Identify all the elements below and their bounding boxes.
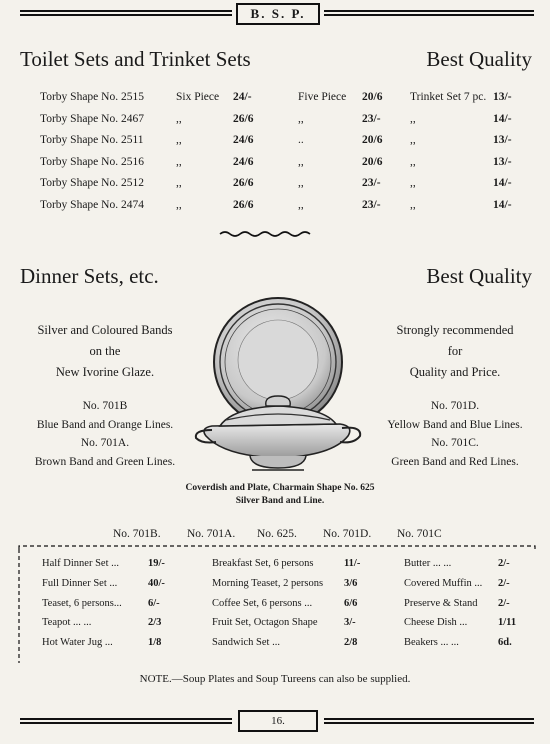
toilet-five: 20/6 [362, 91, 383, 103]
price-item-name: Full Dinner Set ... [42, 577, 118, 589]
price-item-name: Coffee Set, 6 persons ... [212, 597, 313, 609]
toilet-shape: Torby Shape No. 2474 [40, 198, 144, 211]
pattern-number: No. 701A. [187, 528, 236, 540]
price-item-name: Covered Muffin ... [404, 577, 483, 589]
toilet-five: 20/6 [362, 155, 383, 168]
pattern-number: No. 625. [257, 528, 297, 540]
toilet-five-label: ,, [298, 155, 304, 168]
toilet-five-label: ,, [298, 112, 304, 125]
toilet-six: 26/6 [233, 177, 254, 189]
pattern-number: No. 701C [397, 528, 442, 540]
dinner-quality: Best Quality [426, 264, 532, 288]
price-item-name: Breakfast Set, 6 persons [212, 558, 314, 569]
price-item-price: 2/3 [148, 617, 162, 629]
price-item-price: 11/- [344, 558, 361, 569]
desc-line: New Ivorine Glaze. [55, 365, 155, 379]
toilet-five: 23/- [362, 198, 381, 211]
price-item-name: Hot Water Jug ... [42, 637, 113, 649]
toilet-six: 24/- [233, 91, 252, 103]
dinner-right-patterns [368, 397, 542, 471]
toilet-six: 26/6 [233, 112, 254, 125]
toilet-trinket-label: ,, [410, 198, 416, 211]
toilet-quality: Best Quality [426, 47, 532, 71]
toilet-trinket-label: ,, [410, 134, 416, 146]
desc-line: for [447, 344, 463, 358]
price-item-name: Morning Teaset, 2 persons [212, 577, 324, 589]
price-item-price: 2/- [498, 597, 510, 609]
toilet-six-label: ,, [176, 198, 182, 211]
toilet-trinket: 14/- [493, 112, 512, 125]
price-item-price: 2/- [498, 558, 510, 569]
toilet-six: 26/6 [233, 198, 254, 211]
pattern-line: No. 701B [82, 400, 128, 412]
pattern-line: No. 701D. [430, 400, 480, 412]
dinner-left-patterns [10, 397, 200, 471]
toilet-title: Toilet Sets and Trinket Sets [20, 47, 251, 71]
wavy-divider [218, 229, 318, 239]
price-item-name: Cheese Dish ... [404, 617, 468, 629]
toilet-shape: Torby Shape No. 2512 [40, 177, 144, 189]
toilet-shape: Torby Shape No. 2467 [40, 112, 144, 125]
caption-line: Silver Band and Line. [235, 495, 325, 506]
desc-line: Strongly recommended [396, 323, 514, 337]
price-item-name: Teaset, 6 persons... [42, 597, 122, 609]
toilet-trinket: 13/- [493, 155, 512, 168]
price-item-name: Fruit Set, Octagon Shape [212, 617, 318, 629]
price-item-name: Sandwich Set ... [212, 637, 280, 649]
toilet-six: 24/6 [233, 134, 254, 146]
toilet-trinket-label: ,, [410, 155, 416, 168]
pattern-number: No. 701D. [323, 528, 372, 540]
toilet-trinket: 13/- [493, 134, 512, 146]
pattern-line: Blue Band and Orange Lines. [36, 418, 174, 431]
footer-rule-left [20, 718, 232, 724]
price-item-name: Preserve & Stand [404, 597, 478, 609]
price-item-name: Half Dinner Set ... [42, 558, 119, 569]
header-rule-right [324, 10, 534, 16]
illustration-caption [160, 482, 400, 507]
toilet-five-label: .. [298, 134, 304, 146]
pattern-line: Brown Band and Green Lines. [34, 455, 176, 468]
toilet-five-label: Five Piece [298, 91, 347, 103]
header-badge: B. S. P. [236, 3, 320, 25]
dinner-right-desc [368, 320, 542, 383]
pattern-line: No. 701C. [431, 437, 479, 449]
toilet-five-label: ,, [298, 198, 304, 211]
price-item-name: Butter ... ... [404, 558, 452, 569]
price-item-name: Beakers ... ... [404, 637, 459, 649]
dinner-left-desc [10, 320, 200, 383]
pattern-line: Green Band and Red Lines. [391, 455, 519, 468]
price-item-price: 6/- [148, 597, 160, 609]
price-item-price: 1/8 [148, 637, 162, 649]
caption-line: Coverdish and Plate, Charmain Shape No. 625 [185, 483, 375, 493]
toilet-shape: Torby Shape No. 2511 [40, 134, 144, 146]
price-item-price: 40/- [148, 577, 165, 589]
desc-line: Quality and Price. [409, 365, 501, 379]
toilet-trinket: 14/- [493, 198, 512, 211]
page-number: 16. [238, 710, 318, 732]
pattern-number: No. 701B. [113, 528, 161, 540]
toilet-six-label: Six Piece [176, 91, 220, 103]
price-item-name: Teapot ... ... [42, 617, 92, 629]
pattern-line: Yellow Band and Blue Lines. [387, 418, 523, 431]
price-item-price: 3/6 [344, 577, 358, 589]
dinner-title: Dinner Sets, etc. [20, 264, 159, 288]
price-item-price: 19/- [148, 558, 165, 569]
toilet-trinket: 14/- [493, 177, 512, 189]
price-item-price: 2/8 [344, 637, 358, 649]
toilet-six: 24/6 [233, 155, 254, 168]
desc-line: Silver and Coloured Bands [37, 323, 173, 337]
toilet-five: 20/6 [362, 134, 383, 146]
toilet-trinket-label: ,, [410, 177, 416, 189]
toilet-five: 23/- [362, 112, 381, 125]
pattern-line: No. 701A. [80, 437, 130, 449]
toilet-trinket-label: ,, [410, 112, 416, 125]
toilet-six-label: ,, [176, 155, 182, 168]
price-item-price: 2/- [498, 577, 510, 589]
note: NOTE.—Soup Plates and Soup Tureens can also be supplied. [139, 673, 411, 685]
footer-rule-right [324, 718, 534, 724]
toilet-six-label: ,, [176, 177, 182, 189]
toilet-six-label: ,, [176, 134, 182, 146]
toilet-five: 23/- [362, 177, 381, 189]
desc-line: on the [89, 344, 121, 358]
toilet-trinket-label: Trinket Set 7 pc. [410, 91, 487, 103]
toilet-five-label: ,, [298, 177, 304, 189]
price-item-price: 1/11 [498, 617, 517, 629]
toilet-shape: Torby Shape No. 2515 [40, 91, 144, 103]
header-rule-left [20, 10, 232, 16]
price-item-price: 6/6 [344, 597, 358, 609]
toilet-shape: Torby Shape No. 2516 [40, 155, 144, 168]
coverdish-plate-illustration [192, 296, 372, 480]
toilet-six-label: ,, [176, 112, 182, 125]
toilet-trinket: 13/- [493, 91, 512, 103]
price-item-price: 6d. [498, 637, 512, 649]
price-item-price: 3/- [344, 617, 356, 629]
